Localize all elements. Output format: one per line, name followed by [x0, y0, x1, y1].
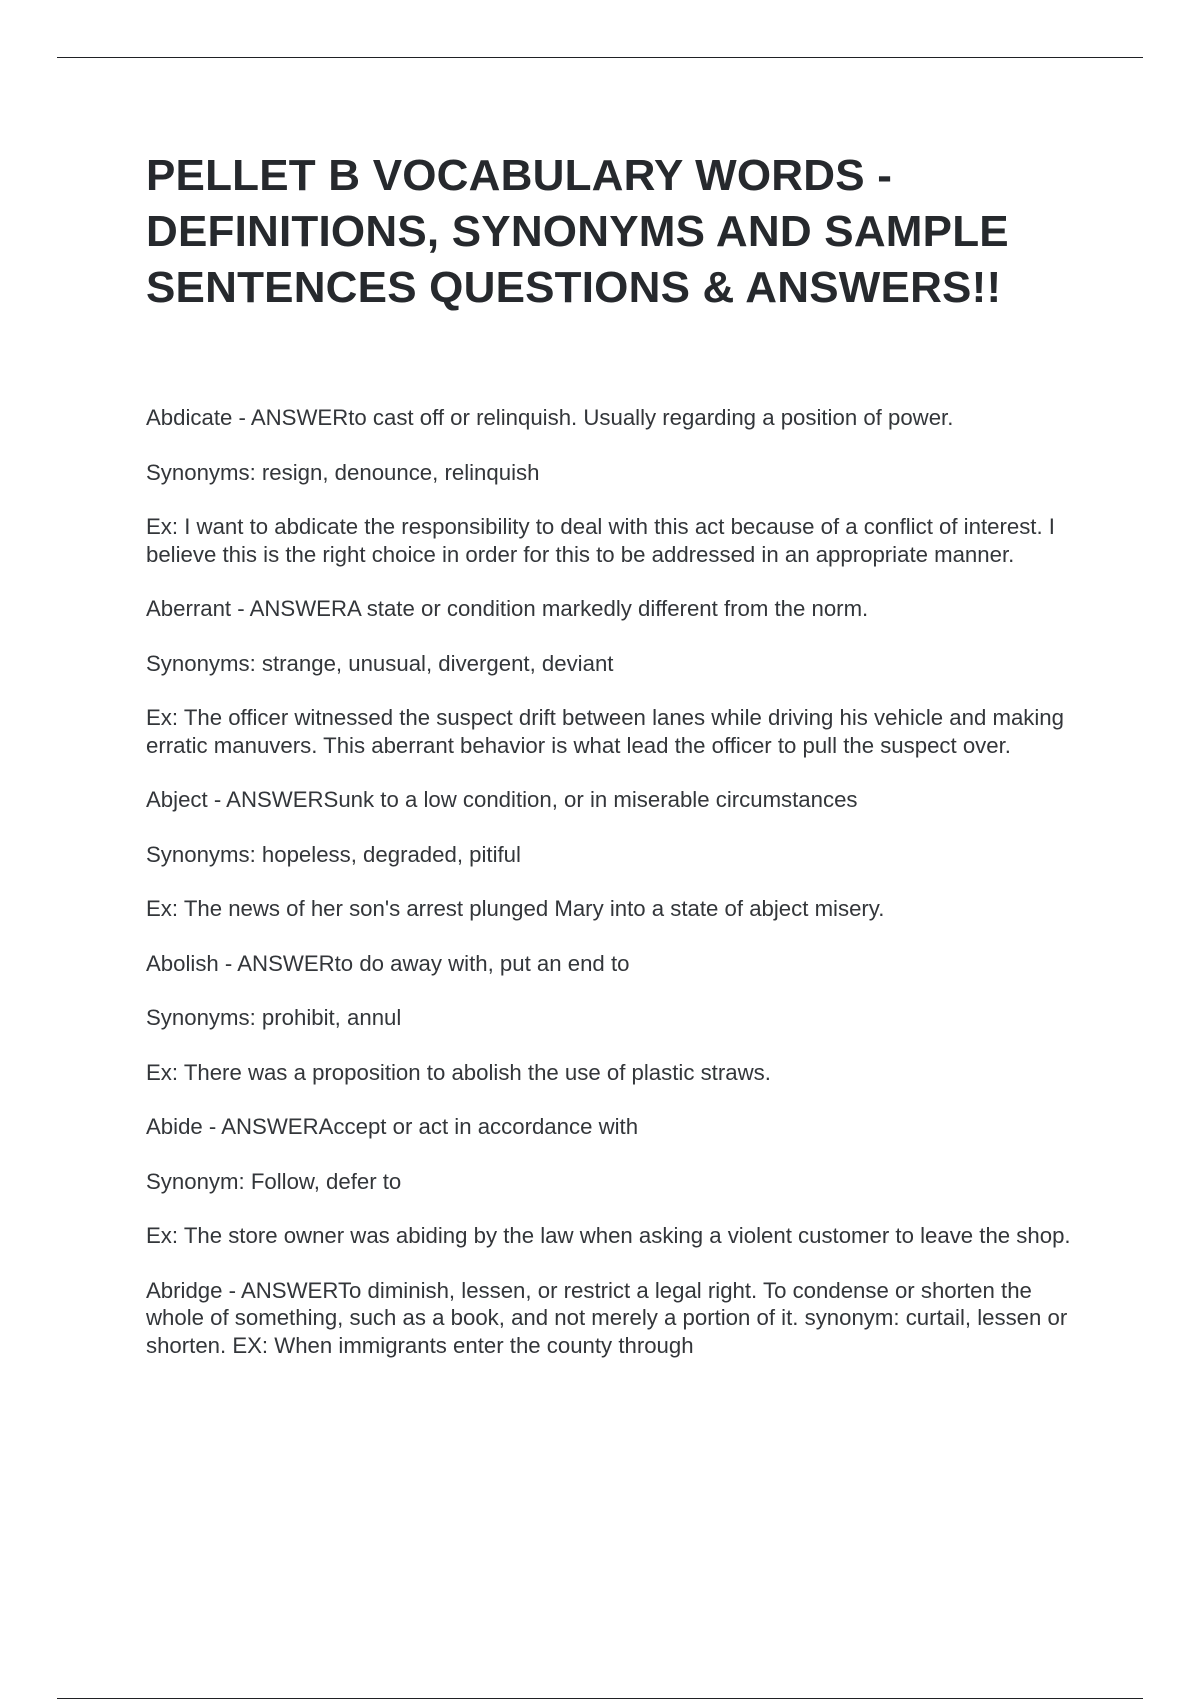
- synonyms-abdicate: Synonyms: resign, denounce, relinquish: [146, 459, 540, 485]
- example-abject: Ex: The news of her son's arrest plunged Mary into a state of abject misery.: [146, 896, 885, 921]
- top-rule: [57, 57, 1143, 58]
- definition-abject: Abject - ANSWERSunk to a low condition, or in miserable circumstances: [146, 787, 858, 812]
- example-aberrant: Ex: The officer witnessed the suspect drift between lanes while driving his vehicle and making erratic manuvers. This aberrant behavior is what lead the officer to pull the suspect over.: [146, 705, 1064, 758]
- synonyms-abide: Synonym: Follow, defer to: [146, 1168, 402, 1194]
- example-abide: Ex: The store owner was abiding by the law when asking a violent customer to leave the shop.: [146, 1223, 1071, 1248]
- synonyms-aberrant: Synonyms: strange, unusual, divergent, deviant: [146, 650, 614, 676]
- definition-abolish: Abolish - ANSWERto do away with, put an end to: [146, 950, 630, 976]
- definition-abridge: Abridge - ANSWERTo diminish, lessen, or restrict a legal right. To condense or shorten the whole of something, such as a book, and not merely a portion of it. synonym: curtail, lessen or shorten. EX: When immigrants enter the county through: [146, 1277, 1068, 1358]
- example-abolish: Ex: There was a proposition to abolish the use of plastic straws.: [146, 1059, 771, 1085]
- definition-abide: Abide - ANSWERAccept or act in accordance with: [146, 1114, 639, 1139]
- bottom-rule: [57, 1698, 1143, 1699]
- page-content: [146, 148, 1076, 1386]
- example-abdicate: Ex: I want to abdicate the responsibility to deal with this act because of a conflict of interest. I believe this is the right choice in order for this to be addressed in an appropriate manner.: [146, 514, 1055, 567]
- document-title: PELLET B VOCABULARY WORDS - DEFINITIONS, SYNONYMS AND SAMPLE SENTENCES QUESTIONS & ANSWERS!!: [146, 151, 1009, 312]
- definition-abdicate: Abdicate - ANSWERto cast off or relinquish. Usually regarding a position of power.: [146, 405, 954, 430]
- synonyms-abject: Synonyms: hopeless, degraded, pitiful: [146, 841, 521, 867]
- definition-aberrant: Aberrant - ANSWERA state or condition markedly different from the norm.: [146, 596, 869, 621]
- vocabulary-list: [146, 404, 1076, 1359]
- synonyms-abolish: Synonyms: prohibit, annul: [146, 1005, 402, 1030]
